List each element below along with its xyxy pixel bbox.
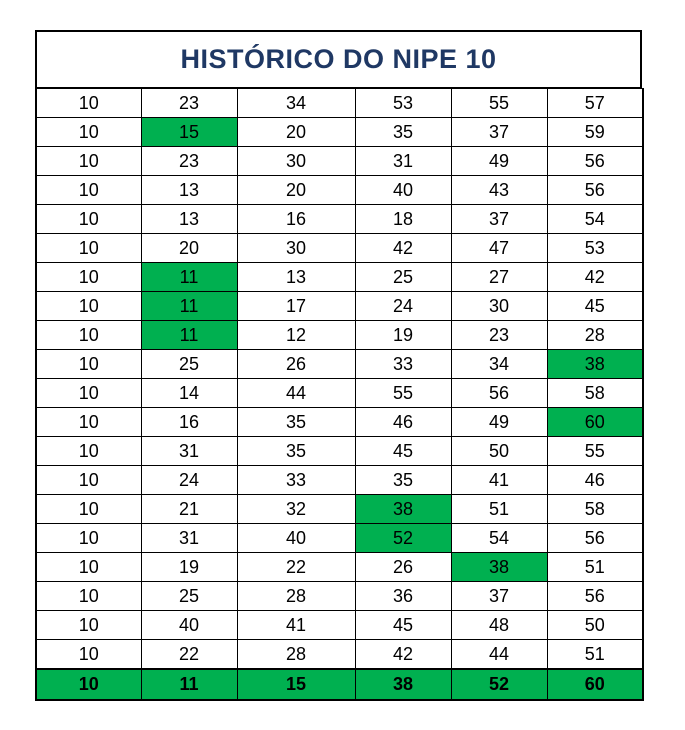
table-cell[interactable]: 31 <box>355 147 451 176</box>
table-cell[interactable]: 59 <box>547 118 643 147</box>
table-cell[interactable]: 11 <box>141 292 237 321</box>
table-cell[interactable]: 46 <box>547 466 643 495</box>
table-cell[interactable]: 40 <box>141 611 237 640</box>
table-row <box>36 640 643 670</box>
table-cell[interactable]: 51 <box>547 640 643 670</box>
table-cell[interactable]: 10 <box>36 611 141 640</box>
table-cell[interactable]: 20 <box>237 176 355 205</box>
table-cell[interactable]: 46 <box>355 408 451 437</box>
table-cell[interactable]: 10 <box>36 640 141 670</box>
table-cell[interactable]: 45 <box>547 292 643 321</box>
table-cell[interactable]: 25 <box>141 350 237 379</box>
table-row <box>36 292 643 321</box>
table-cell[interactable]: 35 <box>355 466 451 495</box>
table-cell[interactable]: 10 <box>36 263 141 292</box>
table-row <box>36 176 643 205</box>
table-row <box>36 408 643 437</box>
table-cell[interactable]: 41 <box>237 611 355 640</box>
table-cell[interactable]: 24 <box>355 292 451 321</box>
table-cell[interactable]: 51 <box>451 495 547 524</box>
table-cell[interactable]: 18 <box>355 205 451 234</box>
table-cell[interactable]: 26 <box>237 350 355 379</box>
table-cell[interactable]: 34 <box>451 350 547 379</box>
table-cell[interactable]: 53 <box>355 89 451 118</box>
table-cell[interactable]: 10 <box>36 408 141 437</box>
table-cell[interactable]: 16 <box>141 408 237 437</box>
table-cell[interactable]: 56 <box>547 176 643 205</box>
table-cell[interactable]: 10 <box>36 582 141 611</box>
table-cell[interactable]: 54 <box>547 205 643 234</box>
summary-cell[interactable]: 60 <box>547 669 643 700</box>
table-cell[interactable]: 56 <box>547 524 643 553</box>
table-row <box>36 234 643 263</box>
table-cell[interactable]: 36 <box>355 582 451 611</box>
table-cell[interactable]: 10 <box>36 495 141 524</box>
table-cell[interactable]: 11 <box>141 321 237 350</box>
table-cell[interactable]: 10 <box>36 553 141 582</box>
table-cell[interactable]: 23 <box>451 321 547 350</box>
table-row <box>36 582 643 611</box>
table-cell[interactable]: 10 <box>36 176 141 205</box>
table-cell[interactable]: 37 <box>451 582 547 611</box>
table-row <box>36 89 643 118</box>
table-cell[interactable]: 28 <box>237 640 355 670</box>
table-row <box>36 118 643 147</box>
table-cell[interactable]: 10 <box>36 321 141 350</box>
table-cell[interactable]: 11 <box>141 263 237 292</box>
table-cell[interactable]: 37 <box>451 118 547 147</box>
table-body <box>36 89 643 701</box>
table-cell[interactable]: 28 <box>547 321 643 350</box>
table-cell[interactable]: 42 <box>547 263 643 292</box>
title-cell[interactable] <box>35 30 642 88</box>
table-cell[interactable]: 56 <box>547 582 643 611</box>
table-cell[interactable]: 33 <box>355 350 451 379</box>
table-cell[interactable]: 48 <box>451 611 547 640</box>
table-cell[interactable]: 23 <box>141 89 237 118</box>
table-cell[interactable]: 10 <box>36 234 141 263</box>
table-cell[interactable]: 40 <box>237 524 355 553</box>
table-cell[interactable]: 24 <box>141 466 237 495</box>
table-cell[interactable]: 10 <box>36 292 141 321</box>
summary-row <box>36 669 643 700</box>
table-cell[interactable]: 52 <box>355 524 451 553</box>
table-cell[interactable]: 58 <box>547 379 643 408</box>
table-row <box>36 205 643 234</box>
table-cell[interactable]: 22 <box>237 553 355 582</box>
table-cell[interactable]: 53 <box>547 234 643 263</box>
summary-cell[interactable]: 10 <box>36 669 141 700</box>
table-cell[interactable]: 13 <box>141 205 237 234</box>
table-cell[interactable]: 22 <box>141 640 237 670</box>
summary-cell[interactable]: 15 <box>237 669 355 700</box>
table-cell[interactable]: 16 <box>237 205 355 234</box>
table-cell[interactable]: 44 <box>237 379 355 408</box>
table-cell[interactable]: 13 <box>141 176 237 205</box>
table-cell[interactable]: 21 <box>141 495 237 524</box>
table-cell[interactable]: 19 <box>141 553 237 582</box>
history-table <box>35 88 644 701</box>
table-cell[interactable]: 56 <box>451 379 547 408</box>
table-cell[interactable]: 30 <box>451 292 547 321</box>
table-cell[interactable]: 10 <box>36 118 141 147</box>
table-cell[interactable]: 25 <box>141 582 237 611</box>
table-row <box>36 147 643 176</box>
table-cell[interactable]: 23 <box>141 147 237 176</box>
table-cell[interactable]: 50 <box>547 611 643 640</box>
table-row <box>36 321 643 350</box>
page-title: HISTÓRICO DO NIPE 10 <box>180 44 497 74</box>
table-cell[interactable]: 58 <box>547 495 643 524</box>
table-cell[interactable]: 10 <box>36 147 141 176</box>
summary-cell[interactable]: 38 <box>355 669 451 700</box>
summary-cell[interactable]: 11 <box>141 669 237 700</box>
table-cell[interactable]: 19 <box>355 321 451 350</box>
table-cell[interactable]: 14 <box>141 379 237 408</box>
table-cell[interactable]: 47 <box>451 234 547 263</box>
table-cell[interactable]: 38 <box>451 553 547 582</box>
table-cell[interactable]: 56 <box>547 147 643 176</box>
table-cell[interactable]: 44 <box>451 640 547 670</box>
table-cell[interactable]: 15 <box>141 118 237 147</box>
table-row <box>36 466 643 495</box>
table-cell[interactable]: 42 <box>355 640 451 670</box>
table-cell[interactable]: 34 <box>237 89 355 118</box>
table-cell[interactable]: 10 <box>36 379 141 408</box>
table-row <box>36 553 643 582</box>
table-cell[interactable]: 51 <box>547 553 643 582</box>
table-cell[interactable]: 50 <box>451 437 547 466</box>
table-cell[interactable]: 10 <box>36 350 141 379</box>
table-cell[interactable]: 10 <box>36 524 141 553</box>
table-cell[interactable]: 43 <box>451 176 547 205</box>
summary-cell[interactable]: 52 <box>451 669 547 700</box>
table-cell[interactable]: 54 <box>451 524 547 553</box>
table-cell[interactable]: 41 <box>451 466 547 495</box>
table-row <box>36 350 643 379</box>
table-cell[interactable]: 10 <box>36 205 141 234</box>
table-row <box>36 524 643 553</box>
table-cell[interactable]: 31 <box>141 437 237 466</box>
table-cell[interactable]: 13 <box>237 263 355 292</box>
table-cell[interactable]: 10 <box>36 89 141 118</box>
table-row <box>36 437 643 466</box>
table-cell[interactable]: 30 <box>237 234 355 263</box>
table-cell[interactable]: 38 <box>355 495 451 524</box>
table-cell[interactable]: 26 <box>355 553 451 582</box>
table-row <box>36 263 643 292</box>
table-cell[interactable]: 35 <box>355 118 451 147</box>
table-cell[interactable]: 17 <box>237 292 355 321</box>
table-row <box>36 495 643 524</box>
table-cell[interactable]: 42 <box>355 234 451 263</box>
table-cell[interactable]: 45 <box>355 437 451 466</box>
table-cell[interactable]: 20 <box>237 118 355 147</box>
table-cell[interactable]: 20 <box>141 234 237 263</box>
table-cell[interactable]: 60 <box>547 408 643 437</box>
table-cell[interactable]: 25 <box>355 263 451 292</box>
table-cell[interactable]: 35 <box>237 408 355 437</box>
spreadsheet <box>35 30 642 701</box>
table-cell[interactable]: 55 <box>451 89 547 118</box>
table-cell[interactable]: 10 <box>36 437 141 466</box>
table-cell[interactable]: 35 <box>237 437 355 466</box>
table-cell[interactable]: 55 <box>547 437 643 466</box>
table-cell[interactable]: 31 <box>141 524 237 553</box>
table-cell[interactable]: 49 <box>451 147 547 176</box>
table-cell[interactable]: 45 <box>355 611 451 640</box>
table-row <box>36 379 643 408</box>
table-cell[interactable]: 10 <box>36 466 141 495</box>
table-cell[interactable]: 33 <box>237 466 355 495</box>
table-cell[interactable]: 12 <box>237 321 355 350</box>
table-cell[interactable]: 57 <box>547 89 643 118</box>
table-cell[interactable]: 32 <box>237 495 355 524</box>
table-cell[interactable]: 40 <box>355 176 451 205</box>
table-cell[interactable]: 55 <box>355 379 451 408</box>
table-cell[interactable]: 28 <box>237 582 355 611</box>
table-cell[interactable]: 27 <box>451 263 547 292</box>
table-cell[interactable]: 30 <box>237 147 355 176</box>
table-cell[interactable]: 38 <box>547 350 643 379</box>
table-row <box>36 611 643 640</box>
table-cell[interactable]: 49 <box>451 408 547 437</box>
table-cell[interactable]: 37 <box>451 205 547 234</box>
